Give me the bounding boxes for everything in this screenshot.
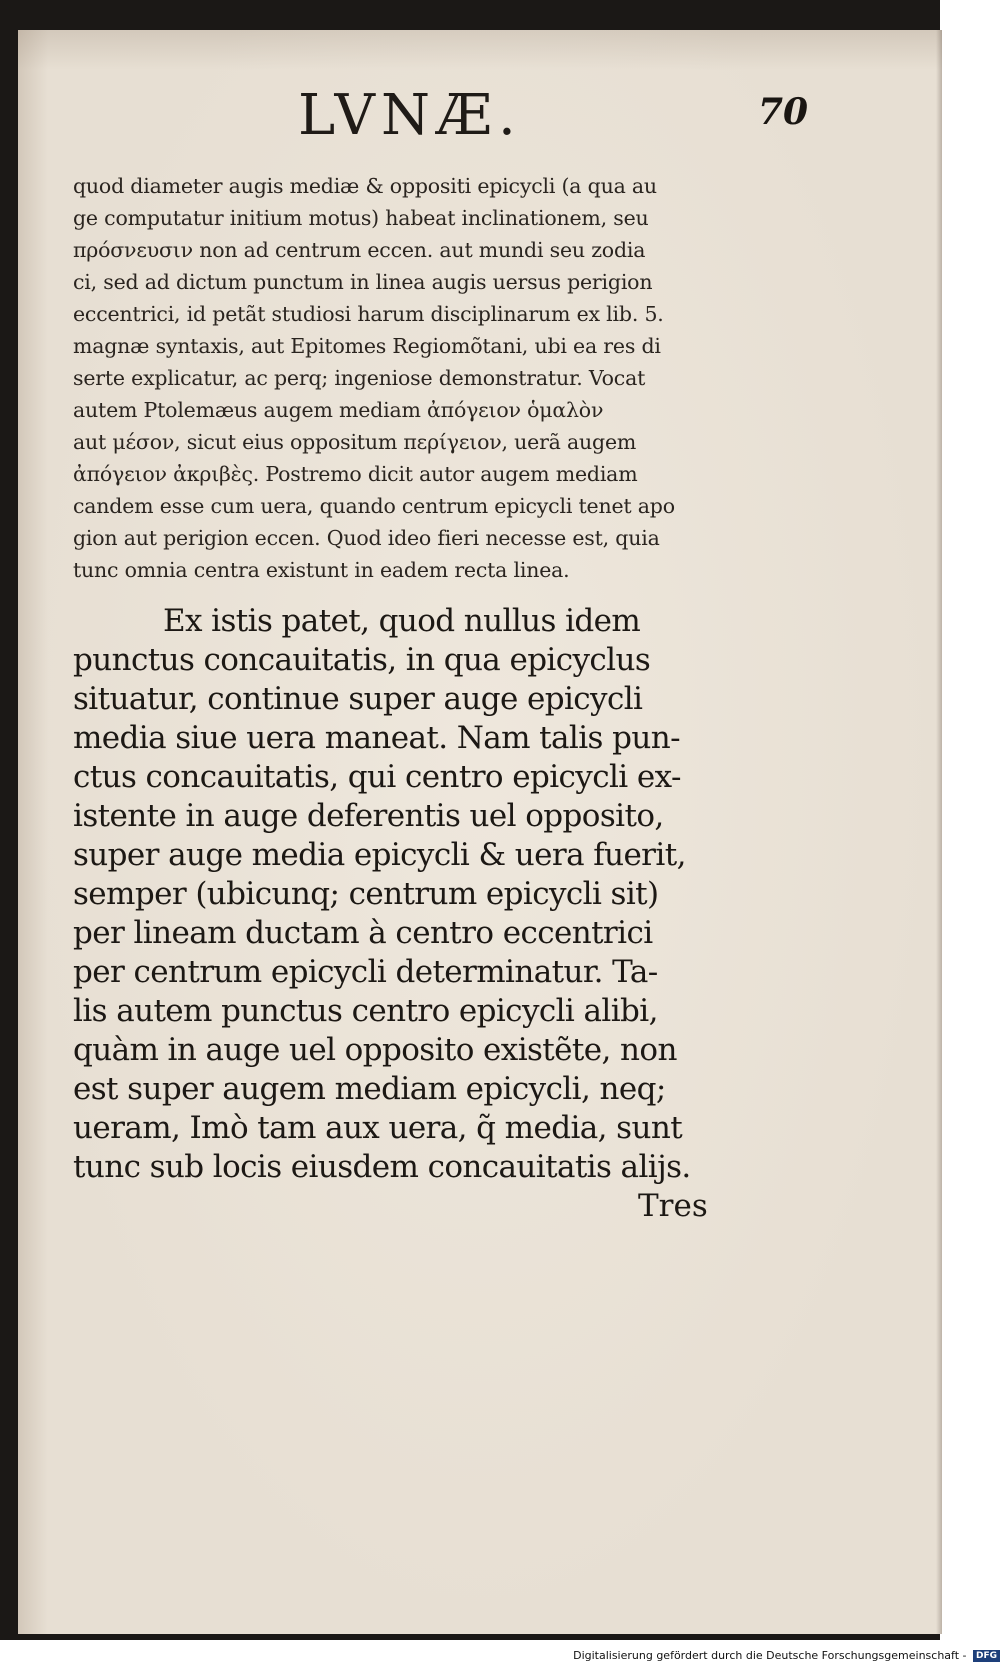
main-text-line: per centrum epicycli determinatur. Ta- (73, 954, 658, 990)
main-text-line: Ex istis patet, quod nullus idem (163, 603, 641, 639)
main-text-line: media siue uera maneat. Nam talis pun- (73, 720, 680, 756)
commentary-line: autem Ptolemæus augem mediam ἀπόγειον ὁμαλὸν (73, 398, 604, 422)
commentary-line: πρόσνευσιν non ad centrum eccen. aut mundi seu zodia (73, 238, 646, 262)
folio-number: 70 (758, 91, 809, 133)
commentary-line: tunc omnia centra existunt in eadem recta linea. (73, 558, 570, 582)
catchword: Tres (638, 1188, 708, 1224)
commentary-line: quod diameter augis mediæ & oppositi epicycli (a qua au (73, 174, 657, 198)
commentary-line: gion aut perigion eccen. Quod ideo fieri necesse est, quia (73, 526, 660, 550)
main-text-block (73, 602, 723, 1187)
credit-text: Digitalisierung gefördert durch die Deutsche Forschungsgemeinschaft - (573, 1649, 967, 1662)
commentary-line: ἀπόγειον ἀκριβὲς. Postremo dicit autor augem mediam (73, 462, 638, 486)
main-text-line: per lineam ductam à centro eccentrici (73, 915, 653, 951)
commentary-line: ci, sed ad dictum punctum in linea augis uersus perigion (73, 270, 653, 294)
commentary-line: candem esse cum uera, quando centrum epicycli tenet apo (73, 494, 675, 518)
commentary-line: serte explicatur, ac perq; ingeniose demonstratur. Vocat (73, 366, 646, 390)
main-text-line: situatur, continue super auge epicycli (73, 681, 643, 717)
main-text-line: tunc sub locis eiusdem concauitatis alijs. (73, 1149, 691, 1185)
main-text-line: quàm in auge uel opposito existẽte, non (73, 1032, 677, 1068)
book-page (18, 30, 942, 1634)
commentary-line: ge computatur initium motus) habeat inclinationem, seu (73, 206, 649, 230)
main-text-line: ueram, Imò tam aux uera, q̃ media, sunt (73, 1110, 683, 1146)
commentary-line: magnæ syntaxis, aut Epitomes Regiomõtani, ubi ea res di (73, 334, 661, 358)
main-text-line: ctus concauitatis, qui centro epicycli ex- (73, 759, 681, 795)
running-title: LVNÆ. (298, 83, 522, 148)
main-text-line: semper (ubicunq; centrum epicycli sit) (73, 876, 659, 912)
commentary-line: eccentrici, id petãt studiosi harum disciplinarum ex lib. 5. (73, 302, 664, 326)
digitization-credit (560, 1648, 1000, 1664)
main-text-line: lis autem punctus centro epicycli alibi, (73, 993, 658, 1029)
main-text-line: super auge media epicycli & uera fuerit, (73, 837, 686, 873)
main-text-line: istente in auge deferentis uel opposito, (73, 798, 664, 834)
commentary-line: aut μέσον, sicut eius oppositum περίγειον, uerã augem (73, 430, 637, 454)
main-text-line: est super augem mediam epicycli, neq; (73, 1071, 666, 1107)
dfg-logo-icon: DFG (973, 1650, 1000, 1662)
commentary-block (73, 170, 753, 586)
page-header (18, 83, 942, 168)
main-text-line: punctus concauitatis, in qua epicyclus (73, 642, 651, 678)
